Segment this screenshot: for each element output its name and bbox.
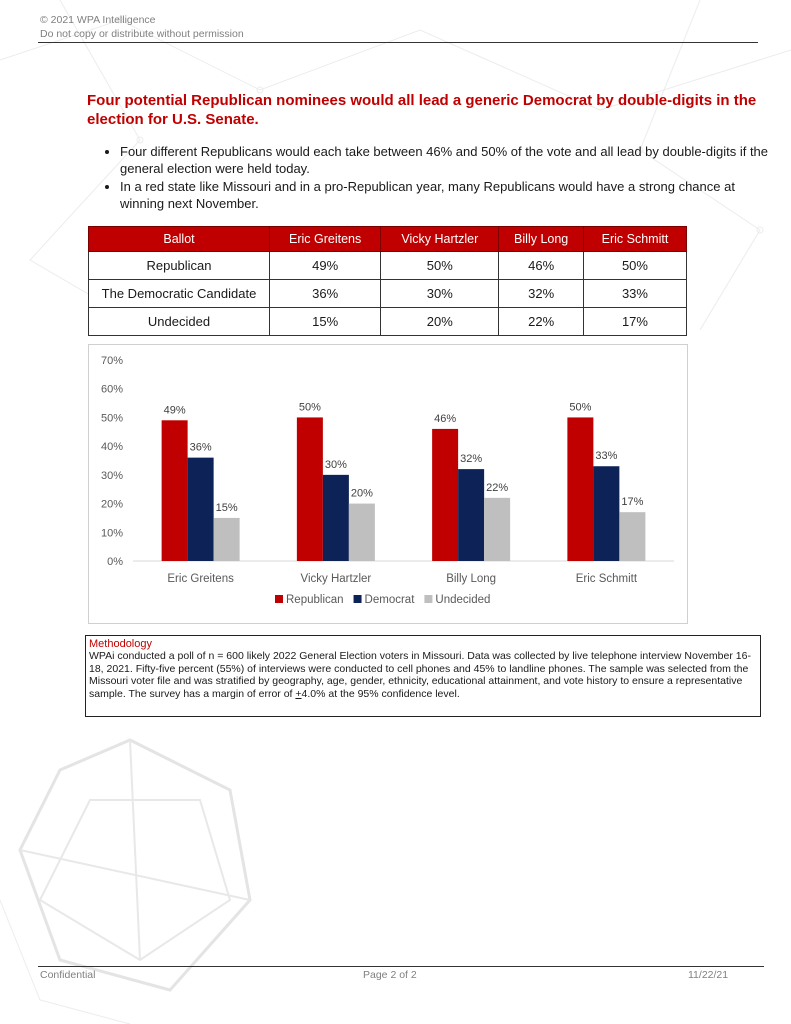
table-header-schmitt: Eric Schmitt: [583, 227, 686, 252]
category-label: Eric Greitens: [167, 573, 234, 585]
table-cell: 22%: [499, 308, 584, 336]
data-label: 22%: [486, 481, 509, 494]
margin-sign: +: [295, 687, 302, 700]
ballot-table: [88, 226, 687, 336]
data-label: 50%: [569, 401, 592, 414]
legend-swatch-democrat: [354, 595, 362, 603]
page-headline: Four potential Republican nominees would all lead a generic Democrat by double-digits in the election for U.S. Senate.: [87, 92, 757, 128]
data-label: 46%: [434, 412, 457, 425]
bar-democrat: [458, 469, 484, 561]
table-cell: 36%: [270, 280, 381, 308]
y-tick-label: 20%: [100, 498, 123, 511]
bar-undecided: [214, 518, 240, 561]
table-cell: 15%: [270, 308, 381, 336]
table-cell: 33%: [583, 280, 686, 308]
data-label: 30%: [324, 458, 347, 471]
table-header-hartzler: Vicky Hartzler: [381, 227, 499, 252]
category-label: Billy Long: [446, 573, 497, 585]
legend-label-republican: Republican: [286, 594, 344, 606]
table-cell: 50%: [381, 252, 499, 280]
bullet-list: [103, 144, 770, 214]
legend-label-undecided: Undecided: [435, 594, 491, 606]
category-label: Eric Schmitt: [575, 573, 638, 585]
bar-chart-canvas: [89, 345, 687, 623]
header-copyright: © 2021 WPA Intelligence: [40, 14, 156, 26]
methodology-box: [85, 635, 761, 717]
y-tick-label: 30%: [100, 469, 123, 482]
header-divider: [38, 42, 758, 43]
footer-page-number: Page 2 of 2: [363, 969, 417, 981]
data-label: 17%: [621, 496, 644, 509]
table-header-greitens: Eric Greitens: [270, 227, 381, 252]
data-label: 49%: [163, 404, 186, 417]
methodology-text: WPAi conducted a poll of n = 600 likely 2022 General Election voters in Missouri. Data was collected by live telephone interview November 16-18, 2021. Fifty-five percent (55%) of interviews were conducted to cell phones and 45% to landline phones. The sample was selected from the Missouri voter file and was stratified by geography, age, gender, ethnicity, educational attainment, and vote history to ensure a representative sample. The survey has a margin of error of: [89, 650, 751, 700]
legend-swatch-republican: [275, 595, 283, 603]
table-row: [89, 252, 687, 280]
bar-democrat: [593, 466, 619, 561]
data-label: 15%: [215, 501, 238, 514]
table-header-ballot: Ballot: [89, 227, 270, 252]
footer-date: 11/22/21: [688, 969, 729, 981]
y-tick-label: 10%: [100, 527, 123, 540]
y-tick-label: 70%: [100, 355, 123, 367]
data-label: 36%: [189, 441, 212, 454]
data-label: 50%: [298, 401, 321, 414]
bar-democrat: [323, 475, 349, 561]
methodology-title: Methodology: [89, 638, 152, 650]
y-tick-label: 40%: [100, 441, 123, 454]
bullet-item: • Four different Republicans would each take between 46% and 50% of the vote and all lead by double-digits if the general election were held today.: [120, 144, 770, 177]
footer-divider: [38, 966, 764, 967]
table-cell: 49%: [270, 252, 381, 280]
bullet-item: • In a red state like Missouri and in a pro-Republican year, many Republicans would have a strong chance at winning next November.: [120, 179, 770, 212]
methodology-body: [89, 650, 757, 700]
footer-confidential: Confidential: [40, 969, 96, 981]
y-tick-label: 50%: [100, 412, 123, 425]
table-row: [89, 280, 687, 308]
table-cell: 17%: [583, 308, 686, 336]
table-cell: 50%: [583, 252, 686, 280]
y-tick-label: 60%: [100, 383, 123, 396]
bar-republican: [567, 417, 593, 561]
bar-republican: [432, 429, 458, 561]
bar-undecided: [619, 512, 645, 561]
header-notice: Do not copy or distribute without permission: [40, 28, 244, 40]
table-header-row: [89, 227, 687, 252]
bar-republican: [297, 417, 323, 561]
row-label: Republican: [89, 252, 270, 280]
table-row: [89, 308, 687, 336]
data-label: 20%: [350, 487, 373, 500]
bar-undecided: [349, 504, 375, 561]
bar-chart: [88, 344, 688, 624]
row-label: Undecided: [89, 308, 270, 336]
bar-undecided: [484, 498, 510, 561]
table-header-long: Billy Long: [499, 227, 584, 252]
table-cell: 20%: [381, 308, 499, 336]
row-label: The Democratic Candidate: [89, 280, 270, 308]
legend-label-democrat: Democrat: [364, 594, 415, 606]
y-tick-label: 0%: [107, 556, 123, 568]
table-cell: 32%: [499, 280, 584, 308]
methodology-text-end: 4.0% at the 95% confidence level.: [301, 687, 460, 700]
table-cell: 46%: [499, 252, 584, 280]
table-cell: 30%: [381, 280, 499, 308]
legend-swatch-undecided: [424, 595, 432, 603]
category-label: Vicky Hartzler: [300, 573, 372, 585]
data-label: 32%: [460, 453, 483, 466]
bar-democrat: [188, 458, 214, 561]
bar-republican: [162, 420, 188, 561]
data-label: 33%: [595, 450, 618, 463]
